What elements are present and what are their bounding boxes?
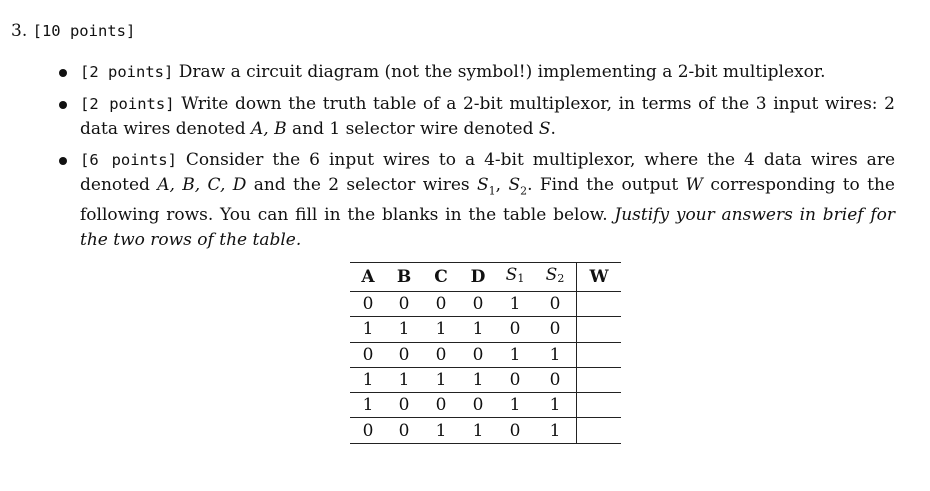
- item-text: .: [550, 118, 556, 139]
- table-cell: 0: [350, 292, 386, 317]
- item-text-line-3: following rows. You can fill in the blanks in the table below.: [80, 205, 615, 226]
- table-cell: 1: [350, 317, 386, 342]
- table-cell: 0: [496, 317, 534, 342]
- item-text: corresponding to the: [703, 174, 895, 195]
- item-text-line-2: denoted: [80, 174, 158, 195]
- item-text: Draw a circuit diagram (not the symbol!) implementing a 2-bit multiplexor.: [178, 62, 826, 82]
- bullet-icon: [59, 101, 67, 109]
- item-points: [6 points]: [80, 151, 177, 169]
- item-text: . Find the output: [527, 174, 686, 195]
- math-sub: 1: [488, 183, 496, 197]
- table-cell: 1: [422, 317, 460, 342]
- table-cell: 1: [422, 367, 460, 392]
- answer-cell-w[interactable]: [577, 317, 622, 342]
- table-cell: 1: [534, 342, 577, 367]
- item-points: [2 points]: [80, 95, 175, 113]
- table-cell: 0: [386, 418, 422, 443]
- answer-cell-w[interactable]: [577, 342, 622, 367]
- table-cell: 0: [460, 393, 496, 418]
- table-row: [350, 292, 621, 317]
- header-s1-letter: S: [505, 265, 518, 285]
- table-cell: 1: [460, 367, 496, 392]
- item-text: and the 2 selector wires: [246, 174, 478, 195]
- table-cell: 0: [422, 292, 460, 317]
- table-cell: 1: [460, 317, 496, 342]
- bullet-icon: [59, 157, 67, 165]
- table-cell: 1: [496, 292, 534, 317]
- header-s2-letter: S: [545, 265, 558, 285]
- table-cell: 0: [534, 367, 577, 392]
- item-text-italic: Justify your answers in brief for: [614, 205, 895, 226]
- math-data-wires: A, B: [251, 118, 287, 139]
- table-cell: 0: [534, 292, 577, 317]
- question-item-3: [80, 148, 895, 252]
- table-row: [350, 393, 621, 418]
- table-cell: 1: [496, 393, 534, 418]
- table-cell: 0: [422, 342, 460, 367]
- table-cell: 0: [386, 342, 422, 367]
- question-item-1: [80, 60, 895, 85]
- math-selector-wire: S: [538, 118, 551, 139]
- header-s1-sub: 1: [517, 272, 525, 285]
- table-cell: 0: [496, 418, 534, 443]
- table-cell: 1: [386, 317, 422, 342]
- table-cell: 0: [422, 393, 460, 418]
- table-cell: 0: [350, 342, 386, 367]
- answer-cell-w[interactable]: [577, 367, 622, 392]
- table-cell: 1: [496, 342, 534, 367]
- answer-cell-w[interactable]: [577, 393, 622, 418]
- table-cell: 0: [386, 393, 422, 418]
- question-number: 3.: [11, 21, 28, 41]
- table-cell: 0: [534, 317, 577, 342]
- math-s2: S: [508, 174, 521, 195]
- bullet-icon: [59, 69, 67, 77]
- question-points: [10 points]: [32, 22, 136, 40]
- column-header-c: C: [422, 263, 460, 292]
- table-cell: 0: [350, 418, 386, 443]
- table-cell: 0: [460, 292, 496, 317]
- column-header-s2: [534, 263, 577, 292]
- header-s2-sub: 2: [557, 272, 565, 285]
- item-text-line-1: Write down the truth table of a 2-bit multiplexor, in terms of the 3 input wires: 2: [181, 94, 895, 114]
- item-text-line-4: the two rows of the table.: [80, 229, 302, 250]
- table-cell: 0: [460, 342, 496, 367]
- math-sub: 2: [520, 183, 528, 197]
- table-header-row: [350, 263, 621, 292]
- math-w: W: [685, 174, 703, 195]
- item-text: ,: [495, 174, 509, 195]
- item-text-line-2: data wires denoted: [80, 118, 251, 139]
- table-cell: 1: [534, 393, 577, 418]
- table-cell: 1: [350, 367, 386, 392]
- table-cell: 0: [386, 292, 422, 317]
- math-s1: S: [477, 174, 489, 195]
- column-header-s1: [496, 263, 534, 292]
- table-row: [350, 317, 621, 342]
- table-cell: 0: [496, 367, 534, 392]
- answer-cell-w[interactable]: [577, 418, 622, 443]
- table-row: [350, 342, 621, 367]
- table-cell: 1: [460, 418, 496, 443]
- item-text: and 1 selector wire denoted: [286, 118, 539, 139]
- table-cell: 1: [422, 418, 460, 443]
- table-row: [350, 418, 621, 443]
- table-row: [350, 367, 621, 392]
- item-points: [2 points]: [80, 63, 174, 81]
- truth-table: [350, 262, 621, 444]
- math-data-wires: A, B, C, D: [157, 174, 247, 195]
- table-cell: 1: [534, 418, 577, 443]
- column-header-b: B: [386, 263, 422, 292]
- item-text-line-1: Consider the 6 input wires to a 4-bit multiplexor, where the 4 data wires are: [185, 150, 896, 170]
- table-cell: 1: [350, 393, 386, 418]
- column-header-a: A: [350, 263, 386, 292]
- question-heading: [11, 20, 135, 42]
- table-cell: 1: [386, 367, 422, 392]
- column-header-d: D: [460, 263, 496, 292]
- answer-cell-w[interactable]: [577, 292, 622, 317]
- column-header-w: W: [577, 263, 622, 292]
- question-item-2: [80, 92, 895, 141]
